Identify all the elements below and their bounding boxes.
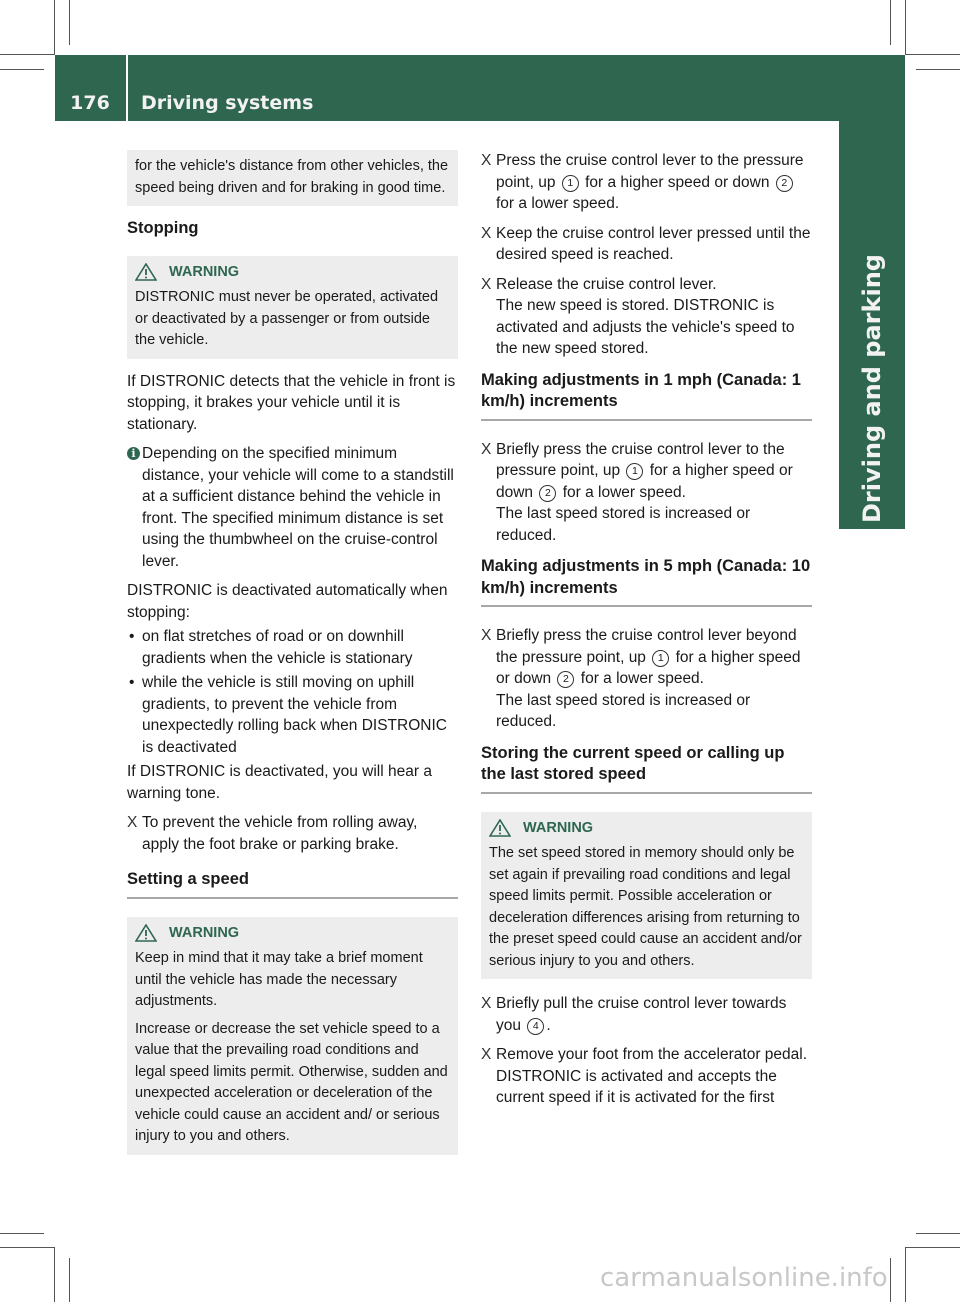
- paragraph: DISTRONIC is deactivated automatically when stopping:: [127, 582, 448, 621]
- step-text: for a lower speed.: [496, 195, 620, 212]
- crop-mark: [0, 69, 44, 70]
- list-item-text: while the vehicle is still moving on uphill gradients, to prevent the vehicle from unexpectedly rolling back when DISTRONIC is deactivated: [142, 674, 447, 756]
- step-text: Release the cruise control lever.: [496, 275, 717, 293]
- warning-header: [135, 262, 450, 284]
- warning-box: [481, 812, 812, 980]
- warning-text: DISTRONIC must never be operated, activated or deactivated by a passenger or from outside the vehicle.: [135, 289, 439, 348]
- step-arrow-icon: X: [127, 814, 138, 831]
- step-result: The new speed is stored. DISTRONIC is activated and adjusts the vehicle's speed to the new speed stored.: [496, 297, 795, 357]
- crop-mark: [69, 1258, 70, 1302]
- step-arrow-icon: X: [481, 995, 492, 1012]
- step: [481, 1044, 812, 1109]
- step-arrow-icon: X: [481, 224, 492, 242]
- warning-box: [127, 917, 458, 1155]
- watermark: carmanualsonline.info: [600, 1263, 888, 1293]
- warning-title: WARNING: [523, 819, 594, 836]
- crop-mark: [54, 0, 55, 55]
- step-text: To prevent the vehicle from rolling away, apply the foot brake or parking brake.: [142, 814, 418, 853]
- crop-mark: [0, 1247, 55, 1248]
- bullet-icon: •: [129, 674, 135, 691]
- step-arrow-icon: X: [481, 1046, 492, 1063]
- warning-text: The set speed stored in memory should only be set again if prevailing road conditions and legal speed limits permit. Possible acceleration or deceleration differences arising from returning to the preset speed could cause an accident and/or serious injury to you and others.: [489, 845, 802, 969]
- note-box-text: for the vehicle's distance from other vehicles, the speed being driven and for braking in good time.: [135, 158, 449, 196]
- step-text: Briefly press the cruise control lever beyond the pressure point, up: [496, 627, 797, 666]
- circled-number-icon: 1: [562, 175, 579, 192]
- step-result: The last speed stored is increased or reduced.: [496, 505, 751, 544]
- heading-storing-speed: Storing the current speed or calling up the last stored speed: [481, 743, 812, 794]
- step-text: Keep the cruise control lever pressed until the desired speed is reached.: [496, 224, 811, 263]
- crop-mark: [0, 1233, 44, 1234]
- step-text: for a higher speed or down: [496, 648, 801, 687]
- list-item-text: on flat stretches of road or on downhill gradients when the vehicle is stationary: [142, 628, 413, 667]
- crop-mark: [890, 0, 891, 45]
- chapter-tab: [839, 121, 905, 529]
- crop-mark: [905, 1247, 906, 1302]
- step-arrow-icon: X: [481, 627, 492, 644]
- warning-triangle-icon: [135, 924, 157, 942]
- list-item: [127, 672, 458, 758]
- left-column: [127, 150, 458, 1167]
- step-text: for a higher speed or down: [496, 462, 793, 501]
- note-box: [127, 150, 458, 206]
- circled-number-icon: 2: [776, 175, 793, 192]
- header-separator: [126, 55, 128, 121]
- crop-mark: [905, 54, 960, 55]
- chapter-tab-text: [839, 121, 905, 529]
- warning-header: [489, 818, 804, 840]
- crop-mark: [69, 0, 70, 45]
- heading-stopping: Stopping: [127, 219, 199, 237]
- step: [481, 993, 812, 1036]
- list-item: [127, 626, 458, 669]
- warning-triangle-icon: [489, 819, 511, 837]
- step-arrow-icon: X: [481, 440, 492, 458]
- warning-triangle-icon: [135, 263, 157, 281]
- warning-text: Increase or decrease the set vehicle speed to a value that the prevailing road conditions and legal speed limits permit. Otherwise, sudden and unexpected acceleration or deceleration of the vehicle could cause an accident and/ or serious injury to you and others.: [135, 1020, 448, 1144]
- right-column: [481, 150, 812, 1117]
- crop-mark: [890, 1258, 891, 1302]
- crop-mark: [916, 1233, 960, 1234]
- circled-number-icon: 2: [557, 671, 574, 688]
- step-arrow-icon: X: [481, 152, 492, 169]
- crop-mark: [905, 1247, 960, 1248]
- step: [481, 274, 812, 360]
- bullet-icon: •: [129, 628, 135, 645]
- crop-mark: [916, 69, 960, 70]
- step: [481, 625, 812, 733]
- step: [481, 150, 812, 215]
- step-text: .: [546, 1016, 551, 1034]
- circled-number-icon: 1: [652, 650, 669, 667]
- chapter-title: Driving and parking: [858, 254, 886, 523]
- crop-mark: [54, 1247, 55, 1302]
- step-result: The last speed stored is increased or reduced.: [496, 691, 751, 730]
- step: [481, 439, 812, 547]
- paragraph: If DISTRONIC detects that the vehicle in front is stopping, it brakes your vehicle until it is stationary.: [127, 372, 456, 433]
- step-text: for a lower speed.: [580, 670, 704, 687]
- step: [127, 812, 458, 855]
- heading-1mph: Making adjustments in 1 mph (Canada: 1 km/h) increments: [481, 370, 812, 421]
- step-arrow-icon: X: [481, 275, 492, 293]
- step-result: DISTRONIC is activated and accepts the current speed if it is activated for the first: [496, 1067, 777, 1106]
- crop-mark: [0, 54, 55, 55]
- circled-number-icon: 1: [626, 463, 643, 480]
- circled-number-icon: 4: [527, 1018, 544, 1035]
- info-note: [127, 443, 458, 572]
- circled-number-icon: 2: [539, 485, 556, 502]
- warning-header: [135, 923, 450, 945]
- step-text: for a lower speed.: [562, 483, 686, 501]
- info-icon: i: [127, 447, 140, 460]
- step-text: Remove your foot from the accelerator pedal.: [496, 1046, 808, 1063]
- warning-text: Keep in mind that it may take a brief moment until the vehicle has made the necessary adjustments.: [135, 950, 423, 1009]
- crop-mark: [905, 0, 906, 55]
- info-text: Depending on the specified minimum distance, your vehicle will come to a standstill at a sufficient distance behind the vehicle in front. The specified minimum distance is set using the thumbwheel on the cruise-control lever.: [142, 445, 454, 570]
- paragraph: If DISTRONIC is deactivated, you will hear a warning tone.: [127, 763, 432, 802]
- step-text: for a higher speed or down: [585, 173, 770, 191]
- warning-box: [127, 256, 458, 359]
- step-text: Briefly pull the cruise control lever towards you: [496, 995, 787, 1034]
- heading-5mph: Making adjustments in 5 mph (Canada: 10 km/h) increments: [481, 556, 812, 607]
- warning-title: WARNING: [169, 924, 240, 941]
- step: [481, 223, 812, 266]
- section-title: Driving systems: [141, 92, 314, 114]
- warning-title: WARNING: [169, 263, 240, 280]
- heading-setting-speed: Setting a speed: [127, 869, 458, 899]
- step-text: Press the cruise control lever to the pressure point, up: [496, 152, 804, 191]
- page-number: 176: [70, 92, 110, 114]
- step-text: Briefly press the cruise control lever to the pressure point, up: [496, 440, 785, 479]
